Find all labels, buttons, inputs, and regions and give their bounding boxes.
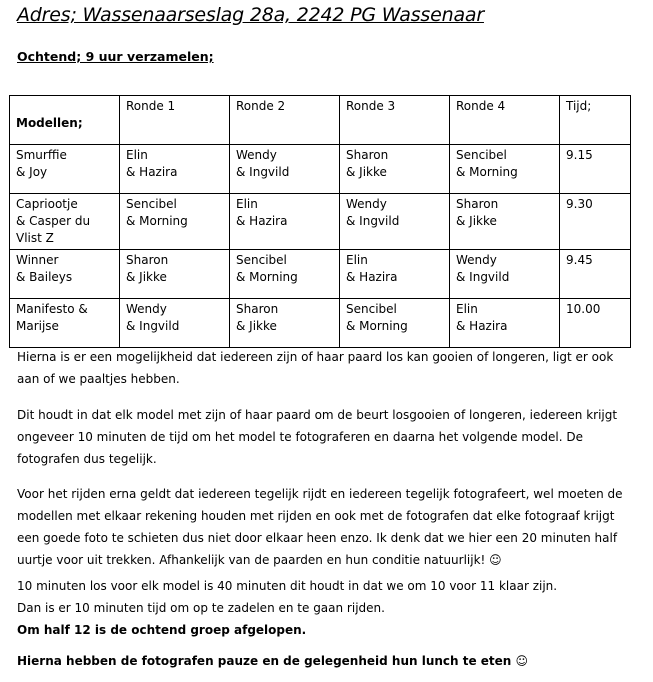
header-models-label: Modellen; — [16, 116, 83, 130]
header-cell-round2: Ronde 2 — [230, 96, 340, 145]
round1-cell: Wendy & Ingvild — [120, 299, 230, 348]
morning-heading: Ochtend; 9 uur verzamelen; — [17, 49, 214, 64]
round4-cell: Elin & Hazira — [450, 299, 560, 348]
time-cell: 9.30 — [560, 194, 631, 250]
paragraph-riding: Voor het rijden erna geldt dat iedereen tegelijk rijdt en iedereen tegelijk fotografeert, wel moeten de modellen met elkaar rekening houden met rijden en ook met de fotografen dat elke fotograaf krijgt een goede foto te schieten dus niet door elkaar heen enzo. Ik denk dat we hier een 20 minuten half uurtje voor uit trekken. Afhankelijk van de paarden en hun conditie natuurlijk! ☺ — [17, 487, 623, 567]
round2-cell: Wendy & Ingvild — [230, 145, 340, 194]
paragraph-lunging-explanation: Dit houdt in dat elk model met zijn of haar paard om de beurt losgooien of longeren, iedereen krijgt ongeveer 10 minuten de tijd om het model te fotograferen en daarna het volgende model. De fotografen dus tegelijk. — [17, 408, 618, 466]
round1-cell: Sharon & Jikke — [120, 250, 230, 299]
round1-cell: Sencibel & Morning — [120, 194, 230, 250]
model-cell: Manifesto & Marijse — [10, 299, 120, 348]
round2-cell: Elin & Hazira — [230, 194, 340, 250]
table-row — [10, 145, 631, 194]
table-row — [10, 299, 631, 348]
timing-line-3: Om half 12 is de ochtend groep afgelopen. — [17, 623, 307, 637]
paragraph-lunging-option: Hierna is er een mogelijkheid dat iedereen zijn of haar paard los kan gooien of longeren, ligt er ook aan of we paaltjes hebben. — [17, 350, 614, 386]
paragraph-lunch: Hierna hebben de fotografen pauze en de gelegenheid hun lunch te eten ☺ — [17, 654, 529, 668]
round2-cell: Sharon & Jikke — [230, 299, 340, 348]
table-row — [10, 194, 631, 250]
paragraph-timing — [17, 575, 635, 641]
round3-cell: Wendy & Ingvild — [340, 194, 450, 250]
round4-cell: Sharon & Jikke — [450, 194, 560, 250]
header-cell-models — [10, 96, 120, 145]
time-cell: 9.15 — [560, 145, 631, 194]
model-cell: Capriootje & Casper du Vlist Z — [10, 194, 120, 250]
timing-line-2: Dan is er 10 minuten tijd om op te zadelen en te gaan rijden. — [17, 601, 385, 615]
time-cell: 10.00 — [560, 299, 631, 348]
model-cell: Smurffie & Joy — [10, 145, 120, 194]
header-cell-round3: Ronde 3 — [340, 96, 450, 145]
round3-cell: Sencibel & Morning — [340, 299, 450, 348]
round1-cell: Elin & Hazira — [120, 145, 230, 194]
round2-cell: Sencibel & Morning — [230, 250, 340, 299]
table-row — [10, 250, 631, 299]
header-cell-time: Tijd; — [560, 96, 631, 145]
round4-cell: Wendy & Ingvild — [450, 250, 560, 299]
schedule-table — [9, 95, 631, 348]
round4-cell: Sencibel & Morning — [450, 145, 560, 194]
time-cell: 9.45 — [560, 250, 631, 299]
model-cell: Winner & Baileys — [10, 250, 120, 299]
table-header-row — [10, 96, 631, 145]
address-heading: Adres; Wassenaarseslag 28a, 2242 PG Wassenaar — [17, 4, 484, 26]
header-cell-round1: Ronde 1 — [120, 96, 230, 145]
round3-cell: Sharon & Jikke — [340, 145, 450, 194]
round3-cell: Elin & Hazira — [340, 250, 450, 299]
timing-line-1: 10 minuten los voor elk model is 40 minuten dit houdt in dat we om 10 voor 11 klaar zijn. — [17, 579, 558, 593]
header-cell-round4: Ronde 4 — [450, 96, 560, 145]
